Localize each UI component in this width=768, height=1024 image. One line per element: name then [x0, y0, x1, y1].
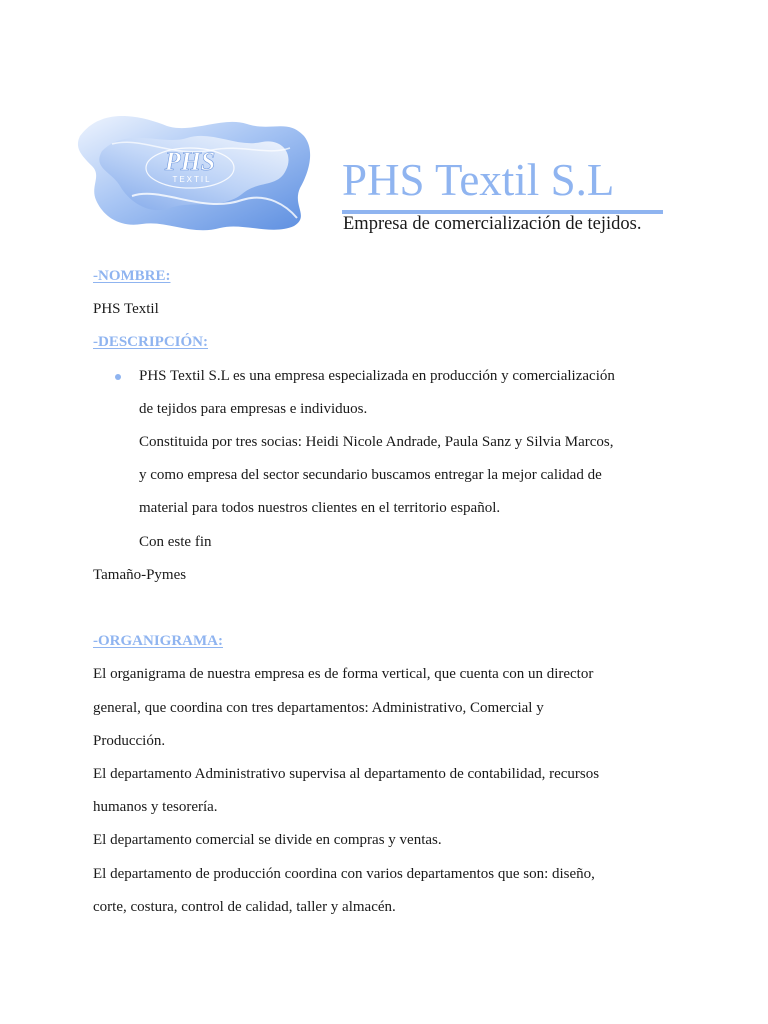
- org-line: general, que coordina con tres departamentos: Administrativo, Comercial y: [93, 699, 544, 716]
- company-name-value: PHS Textil: [93, 301, 159, 318]
- description-line: Constituida por tres socias: Heidi Nicole Andrade, Paula Sanz y Silvia Marcos,: [139, 434, 614, 451]
- spacer: [93, 592, 693, 625]
- org-line: El departamento de producción coordina con varios departamentos que son: diseño,: [93, 865, 595, 882]
- description-bullet: [93, 360, 693, 559]
- description-line: de tejidos para empresas e individuos.: [139, 400, 368, 417]
- org-line: El organigrama de nuestra empresa es de forma vertical, que cuenta con un director: [93, 666, 594, 683]
- section-heading-nombre: -NOMBRE:: [93, 268, 171, 284]
- company-logo: [72, 96, 320, 238]
- org-line: El departamento comercial se divide en compras y ventas.: [93, 832, 442, 849]
- section-heading-descripcion: -DESCRIPCIÓN:: [93, 334, 209, 351]
- description-line: y como empresa del sector secundario buscamos entregar la mejor calidad de: [139, 467, 602, 484]
- description-line: Con este fin: [139, 533, 212, 550]
- fabric-logo-graphic: [72, 96, 320, 238]
- page-subtitle: Empresa de comercialización de tejidos.: [343, 214, 642, 234]
- description-line: material para todos nuestros clientes en el territorio español.: [139, 500, 501, 517]
- company-size: Tamaño-Pymes: [93, 566, 187, 583]
- logo-subtext: TEXTIL: [172, 175, 212, 184]
- org-line: corte, costura, control de calidad, taller y almacén.: [93, 898, 396, 915]
- org-line: El departamento Administrativo supervisa al departamento de contabilidad, recursos: [93, 766, 600, 783]
- description-line: PHS Textil S.L es una empresa especializada en producción y comercialización: [139, 367, 615, 384]
- logo-text: PHS: [164, 147, 216, 176]
- bullet-dot-icon: [115, 374, 121, 380]
- section-heading-organigrama: -ORGANIGRAMA:: [93, 633, 223, 650]
- org-line: Producción.: [93, 732, 166, 749]
- org-line: humanos y tesorería.: [93, 799, 218, 816]
- page-title: PHS Textil S.L: [342, 152, 663, 214]
- document-body: [93, 260, 693, 924]
